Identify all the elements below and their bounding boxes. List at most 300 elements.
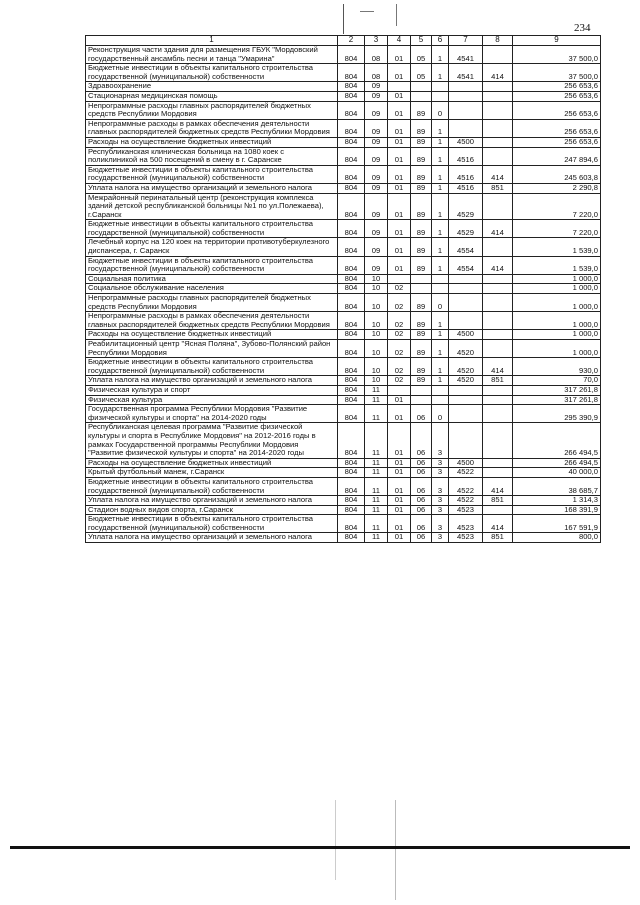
cell-subprogram: 3 xyxy=(432,496,449,506)
cell-program: 89 xyxy=(411,294,432,312)
cell-program: 89 xyxy=(411,147,432,165)
cell-program: 06 xyxy=(411,458,432,468)
cell-amount: 1 539,0 xyxy=(513,256,601,274)
cell-section: 09 xyxy=(365,165,388,183)
cell-subprogram: 1 xyxy=(432,220,449,238)
table-row xyxy=(86,385,601,395)
cell-subsection: 02 xyxy=(388,358,411,376)
cell-subprogram: 3 xyxy=(432,505,449,515)
cell-section: 11 xyxy=(365,458,388,468)
cell-subsection: 01 xyxy=(388,238,411,256)
cell-section: 09 xyxy=(365,238,388,256)
cell-subprogram: 3 xyxy=(432,515,449,533)
cell-subprogram: 1 xyxy=(432,340,449,358)
cell-amount: 7 220,0 xyxy=(513,220,601,238)
cell-target-item xyxy=(449,294,483,312)
cell-amount: 2 290,8 xyxy=(513,183,601,193)
cell-amount: 266 494,5 xyxy=(513,458,601,468)
cell-description: Расходы на осуществление бюджетных инвестиций xyxy=(86,137,338,147)
cell-program xyxy=(411,284,432,294)
cell-program: 89 xyxy=(411,165,432,183)
cell-program: 06 xyxy=(411,533,432,543)
cell-ministry-code: 804 xyxy=(338,82,365,92)
cell-subsection: 01 xyxy=(388,468,411,478)
cell-amount: 1 000,0 xyxy=(513,312,601,330)
table-row xyxy=(86,46,601,64)
cell-ministry-code: 804 xyxy=(338,515,365,533)
cell-ministry-code: 804 xyxy=(338,220,365,238)
cell-subsection: 01 xyxy=(388,505,411,515)
cell-subprogram: 1 xyxy=(432,193,449,220)
cell-section: 10 xyxy=(365,294,388,312)
cell-amount: 247 894,6 xyxy=(513,147,601,165)
cell-subsection: 01 xyxy=(388,477,411,495)
cell-amount: 256 653,6 xyxy=(513,137,601,147)
cell-subprogram xyxy=(432,385,449,395)
column-header: 7 xyxy=(449,36,483,46)
cell-subsection: 01 xyxy=(388,165,411,183)
cell-section: 09 xyxy=(365,119,388,137)
scan-mark xyxy=(396,4,397,26)
cell-target-item: 4500 xyxy=(449,458,483,468)
table-row xyxy=(86,458,601,468)
cell-description: Непрограммные расходы главных распорядителей бюджетных средств Республики Мордовия xyxy=(86,294,338,312)
cell-program: 89 xyxy=(411,340,432,358)
column-header: 1 xyxy=(86,36,338,46)
table-row xyxy=(86,405,601,423)
cell-expense-type xyxy=(483,405,513,423)
cell-amount: 317 261,8 xyxy=(513,395,601,405)
cell-subsection: 01 xyxy=(388,101,411,119)
cell-ministry-code: 804 xyxy=(338,358,365,376)
cell-amount: 7 220,0 xyxy=(513,193,601,220)
cell-description: Здравоохранение xyxy=(86,82,338,92)
table-row xyxy=(86,274,601,284)
cell-expense-type xyxy=(483,385,513,395)
cell-description: Уплата налога на имущество организаций и земельного налога xyxy=(86,183,338,193)
cell-ministry-code: 804 xyxy=(338,165,365,183)
cell-program: 06 xyxy=(411,405,432,423)
cell-expense-type xyxy=(483,193,513,220)
cell-target-item xyxy=(449,405,483,423)
cell-description: Уплата налога на имущество организаций и земельного налога xyxy=(86,533,338,543)
cell-section: 11 xyxy=(365,385,388,395)
cell-subprogram: 1 xyxy=(432,165,449,183)
cell-subsection: 01 xyxy=(388,423,411,458)
cell-amount: 256 653,6 xyxy=(513,82,601,92)
cell-section: 11 xyxy=(365,496,388,506)
cell-target-item xyxy=(449,101,483,119)
cell-subprogram: 1 xyxy=(432,312,449,330)
cell-section: 10 xyxy=(365,274,388,284)
cell-program: 06 xyxy=(411,505,432,515)
cell-program xyxy=(411,91,432,101)
cell-target-item: 4541 xyxy=(449,46,483,64)
cell-target-item: 4523 xyxy=(449,505,483,515)
cell-description: Бюджетные инвестиции в объекты капитального строительства государственной (муниципальной) собственности xyxy=(86,256,338,274)
cell-description: Бюджетные инвестиции в объекты капитального строительства государственной (муниципальной) собственности xyxy=(86,477,338,495)
cell-expense-type xyxy=(483,46,513,64)
cell-amount: 256 653,6 xyxy=(513,101,601,119)
table-row xyxy=(86,496,601,506)
cell-expense-type xyxy=(483,468,513,478)
cell-expense-type xyxy=(483,101,513,119)
cell-ministry-code: 804 xyxy=(338,505,365,515)
cell-program: 06 xyxy=(411,468,432,478)
cell-program: 05 xyxy=(411,64,432,82)
cell-program xyxy=(411,385,432,395)
table-row xyxy=(86,220,601,238)
cell-amount: 800,0 xyxy=(513,533,601,543)
cell-target-item: 4516 xyxy=(449,147,483,165)
cell-target-item: 4523 xyxy=(449,533,483,543)
cell-subsection: 01 xyxy=(388,193,411,220)
cell-subprogram: 1 xyxy=(432,256,449,274)
cell-amount: 266 494,5 xyxy=(513,423,601,458)
cell-section: 08 xyxy=(365,64,388,82)
cell-expense-type xyxy=(483,119,513,137)
column-header: 8 xyxy=(483,36,513,46)
table-row xyxy=(86,101,601,119)
cell-subprogram: 1 xyxy=(432,64,449,82)
cell-target-item xyxy=(449,312,483,330)
cell-subsection: 01 xyxy=(388,533,411,543)
cell-subprogram: 1 xyxy=(432,119,449,137)
cell-ministry-code: 804 xyxy=(338,376,365,386)
cell-expense-type xyxy=(483,505,513,515)
table-row xyxy=(86,505,601,515)
cell-amount: 37 500,0 xyxy=(513,46,601,64)
table-row xyxy=(86,340,601,358)
cell-section: 09 xyxy=(365,82,388,92)
cell-ministry-code: 804 xyxy=(338,496,365,506)
cell-section: 10 xyxy=(365,330,388,340)
table-row xyxy=(86,358,601,376)
cell-target-item xyxy=(449,119,483,137)
cell-expense-type xyxy=(483,274,513,284)
budget-table xyxy=(85,35,601,543)
table-row xyxy=(86,515,601,533)
cell-target-item: 4520 xyxy=(449,340,483,358)
cell-subsection xyxy=(388,82,411,92)
cell-expense-type xyxy=(483,458,513,468)
cell-amount: 930,0 xyxy=(513,358,601,376)
cell-section: 09 xyxy=(365,220,388,238)
cell-target-item: 4500 xyxy=(449,330,483,340)
cell-description: Бюджетные инвестиции в объекты капитального строительства государственной (муниципальной) собственности xyxy=(86,220,338,238)
table-row xyxy=(86,137,601,147)
cell-subprogram: 1 xyxy=(432,137,449,147)
column-header: 2 xyxy=(338,36,365,46)
cell-expense-type xyxy=(483,312,513,330)
cell-program: 89 xyxy=(411,183,432,193)
cell-amount: 245 603,8 xyxy=(513,165,601,183)
cell-section: 11 xyxy=(365,477,388,495)
cell-expense-type: 851 xyxy=(483,496,513,506)
cell-expense-type xyxy=(483,423,513,458)
cell-target-item: 4523 xyxy=(449,515,483,533)
cell-program xyxy=(411,274,432,284)
cell-ministry-code: 804 xyxy=(338,193,365,220)
cell-subprogram: 1 xyxy=(432,147,449,165)
cell-target-item: 4522 xyxy=(449,496,483,506)
cell-subsection: 01 xyxy=(388,496,411,506)
cell-ministry-code: 804 xyxy=(338,330,365,340)
cell-amount: 167 591,9 xyxy=(513,515,601,533)
cell-program: 89 xyxy=(411,312,432,330)
cell-target-item xyxy=(449,274,483,284)
cell-subprogram: 0 xyxy=(432,294,449,312)
cell-program xyxy=(411,395,432,405)
cell-expense-type xyxy=(483,147,513,165)
cell-ministry-code: 804 xyxy=(338,256,365,274)
cell-target-item: 4516 xyxy=(449,183,483,193)
cell-amount: 1 000,0 xyxy=(513,274,601,284)
cell-description: Социальная политика xyxy=(86,274,338,284)
cell-expense-type xyxy=(483,238,513,256)
cell-ministry-code: 804 xyxy=(338,64,365,82)
cell-expense-type xyxy=(483,340,513,358)
cell-expense-type: 414 xyxy=(483,220,513,238)
cell-section: 11 xyxy=(365,505,388,515)
cell-target-item: 4554 xyxy=(449,238,483,256)
table-row xyxy=(86,183,601,193)
cell-description: Лечебный корпус на 120 коек на территории противотуберкулезного диспансера, г. Саранск xyxy=(86,238,338,256)
cell-section: 11 xyxy=(365,468,388,478)
table-header-row xyxy=(86,36,601,46)
cell-program: 06 xyxy=(411,477,432,495)
cell-target-item xyxy=(449,385,483,395)
cell-description: Непрограммные расходы в рамках обеспечения деятельности главных распорядителей бюджетных средств Республики Мордовия xyxy=(86,119,338,137)
cell-description: Непрограммные расходы в рамках обеспечения деятельности главных распорядителей бюджетных средств Республики Мордовия xyxy=(86,312,338,330)
cell-expense-type xyxy=(483,82,513,92)
cell-program: 89 xyxy=(411,101,432,119)
cell-program: 89 xyxy=(411,358,432,376)
cell-section: 09 xyxy=(365,193,388,220)
cell-target-item: 4529 xyxy=(449,220,483,238)
cell-amount: 70,0 xyxy=(513,376,601,386)
cell-amount: 256 653,6 xyxy=(513,119,601,137)
cell-subsection: 02 xyxy=(388,340,411,358)
column-header: 3 xyxy=(365,36,388,46)
table-row xyxy=(86,193,601,220)
cell-subprogram: 1 xyxy=(432,358,449,376)
cell-section: 10 xyxy=(365,340,388,358)
scan-mark xyxy=(343,4,344,34)
cell-ministry-code: 804 xyxy=(338,385,365,395)
cell-program: 06 xyxy=(411,496,432,506)
fold-line xyxy=(335,800,336,880)
cell-expense-type xyxy=(483,91,513,101)
cell-ministry-code: 804 xyxy=(338,91,365,101)
cell-program: 89 xyxy=(411,119,432,137)
cell-subprogram: 1 xyxy=(432,183,449,193)
cell-subsection: 01 xyxy=(388,91,411,101)
table-row xyxy=(86,423,601,458)
cell-section: 09 xyxy=(365,91,388,101)
cell-description: Стадион водных видов спорта, г.Саранск xyxy=(86,505,338,515)
cell-target-item xyxy=(449,395,483,405)
cell-ministry-code: 804 xyxy=(338,312,365,330)
cell-description: Реабилитационный центр "Ясная Поляна", Зубово-Полянский район Республики Мордовия xyxy=(86,340,338,358)
cell-amount: 38 685,7 xyxy=(513,477,601,495)
cell-program: 05 xyxy=(411,46,432,64)
cell-subsection xyxy=(388,274,411,284)
cell-expense-type xyxy=(483,137,513,147)
cell-target-item xyxy=(449,91,483,101)
cell-section: 10 xyxy=(365,284,388,294)
table-row xyxy=(86,256,601,274)
cell-description: Непрограммные расходы главных распорядителей бюджетных средств Республики Мордовия xyxy=(86,101,338,119)
cell-description: Бюджетные инвестиции в объекты капитального строительства государственной (муниципальной) собственности xyxy=(86,515,338,533)
cell-section: 09 xyxy=(365,256,388,274)
table-row xyxy=(86,330,601,340)
cell-subprogram: 0 xyxy=(432,405,449,423)
cell-section: 08 xyxy=(365,46,388,64)
cell-ministry-code: 804 xyxy=(338,137,365,147)
cell-amount: 295 390,9 xyxy=(513,405,601,423)
cell-ministry-code: 804 xyxy=(338,238,365,256)
cell-subprogram: 3 xyxy=(432,477,449,495)
cell-ministry-code: 804 xyxy=(338,340,365,358)
cell-amount: 168 391,9 xyxy=(513,505,601,515)
cell-amount: 1 539,0 xyxy=(513,238,601,256)
cell-section: 10 xyxy=(365,312,388,330)
cell-subprogram: 3 xyxy=(432,468,449,478)
cell-ministry-code: 804 xyxy=(338,468,365,478)
cell-ministry-code: 804 xyxy=(338,147,365,165)
cell-subsection: 01 xyxy=(388,183,411,193)
cell-subprogram xyxy=(432,284,449,294)
cell-ministry-code: 804 xyxy=(338,395,365,405)
cell-ministry-code: 804 xyxy=(338,533,365,543)
cell-amount: 317 261,8 xyxy=(513,385,601,395)
table-body xyxy=(86,46,601,543)
cell-program: 06 xyxy=(411,423,432,458)
cell-program: 06 xyxy=(411,515,432,533)
cell-ministry-code: 804 xyxy=(338,405,365,423)
cell-subprogram xyxy=(432,91,449,101)
cell-program: 89 xyxy=(411,193,432,220)
page-number: 234 xyxy=(574,22,591,34)
cell-expense-type: 851 xyxy=(483,533,513,543)
cell-section: 09 xyxy=(365,137,388,147)
cell-target-item xyxy=(449,82,483,92)
cell-section: 09 xyxy=(365,183,388,193)
table-row xyxy=(86,284,601,294)
cell-target-item: 4522 xyxy=(449,468,483,478)
cell-ministry-code: 804 xyxy=(338,477,365,495)
cell-amount: 1 000,0 xyxy=(513,330,601,340)
cell-ministry-code: 804 xyxy=(338,183,365,193)
cell-amount: 1 314,3 xyxy=(513,496,601,506)
cell-target-item xyxy=(449,423,483,458)
cell-section: 11 xyxy=(365,405,388,423)
page-bottom-rule xyxy=(10,846,630,849)
scan-mark xyxy=(360,11,374,12)
cell-subsection: 02 xyxy=(388,312,411,330)
table-row xyxy=(86,468,601,478)
cell-expense-type: 851 xyxy=(483,183,513,193)
column-header: 9 xyxy=(513,36,601,46)
cell-description: Расходы на осуществление бюджетных инвестиций xyxy=(86,458,338,468)
cell-subsection: 01 xyxy=(388,220,411,238)
cell-subprogram: 1 xyxy=(432,46,449,64)
cell-expense-type: 414 xyxy=(483,515,513,533)
cell-ministry-code: 804 xyxy=(338,101,365,119)
cell-amount: 37 500,0 xyxy=(513,64,601,82)
cell-amount: 1 000,0 xyxy=(513,284,601,294)
cell-subsection: 01 xyxy=(388,458,411,468)
cell-target-item: 4554 xyxy=(449,256,483,274)
cell-subsection: 02 xyxy=(388,376,411,386)
cell-subsection: 02 xyxy=(388,284,411,294)
cell-expense-type xyxy=(483,294,513,312)
cell-target-item: 4516 xyxy=(449,165,483,183)
cell-subprogram xyxy=(432,395,449,405)
table-row xyxy=(86,376,601,386)
cell-program: 89 xyxy=(411,220,432,238)
cell-subsection: 01 xyxy=(388,395,411,405)
cell-section: 11 xyxy=(365,533,388,543)
cell-section: 09 xyxy=(365,147,388,165)
cell-description: Уплата налога на имущество организаций и земельного налога xyxy=(86,496,338,506)
cell-section: 11 xyxy=(365,515,388,533)
cell-ministry-code: 804 xyxy=(338,284,365,294)
cell-amount: 256 653,6 xyxy=(513,91,601,101)
cell-subprogram xyxy=(432,82,449,92)
table-row xyxy=(86,147,601,165)
cell-subsection: 01 xyxy=(388,256,411,274)
cell-program: 89 xyxy=(411,238,432,256)
cell-expense-type: 414 xyxy=(483,358,513,376)
cell-amount: 1 000,0 xyxy=(513,294,601,312)
cell-target-item xyxy=(449,284,483,294)
cell-description: Бюджетные инвестиции в объекты капитального строительства государственной (муниципальной) собственности xyxy=(86,64,338,82)
column-header: 6 xyxy=(432,36,449,46)
cell-subsection: 02 xyxy=(388,330,411,340)
cell-description: Республиканская целевая программа "Развитие физической культуры и спорта в Республике Мордовия" на 2012-2016 годы в рамках Государственной программы Республики Мордовия "Развитие физической культуры и спорта" на 2014-2020 годы xyxy=(86,423,338,458)
cell-expense-type xyxy=(483,395,513,405)
cell-subsection: 01 xyxy=(388,119,411,137)
cell-program: 89 xyxy=(411,330,432,340)
cell-target-item: 4522 xyxy=(449,477,483,495)
cell-ministry-code: 804 xyxy=(338,458,365,468)
cell-description: Физическая культура xyxy=(86,395,338,405)
cell-target-item: 4500 xyxy=(449,137,483,147)
cell-target-item: 4520 xyxy=(449,358,483,376)
table-row xyxy=(86,91,601,101)
cell-description: Уплата налога на имущество организаций и земельного налога xyxy=(86,376,338,386)
cell-amount: 40 000,0 xyxy=(513,468,601,478)
table-row xyxy=(86,119,601,137)
table-row xyxy=(86,477,601,495)
cell-subsection xyxy=(388,385,411,395)
cell-subprogram xyxy=(432,274,449,284)
table-row xyxy=(86,82,601,92)
cell-ministry-code: 804 xyxy=(338,423,365,458)
table-row xyxy=(86,64,601,82)
cell-subsection: 01 xyxy=(388,147,411,165)
cell-subprogram: 1 xyxy=(432,238,449,256)
cell-description: Социальное обслуживание населения xyxy=(86,284,338,294)
cell-description: Государственная программа Республики Мордовия "Развитие физической культуры и спорта" на 2014-2020 годы xyxy=(86,405,338,423)
cell-description: Бюджетные инвестиции в объекты капитального строительства государственной (муниципальной) собственности xyxy=(86,165,338,183)
cell-expense-type: 414 xyxy=(483,477,513,495)
cell-subsection: 01 xyxy=(388,137,411,147)
cell-section: 10 xyxy=(365,376,388,386)
cell-target-item: 4529 xyxy=(449,193,483,220)
